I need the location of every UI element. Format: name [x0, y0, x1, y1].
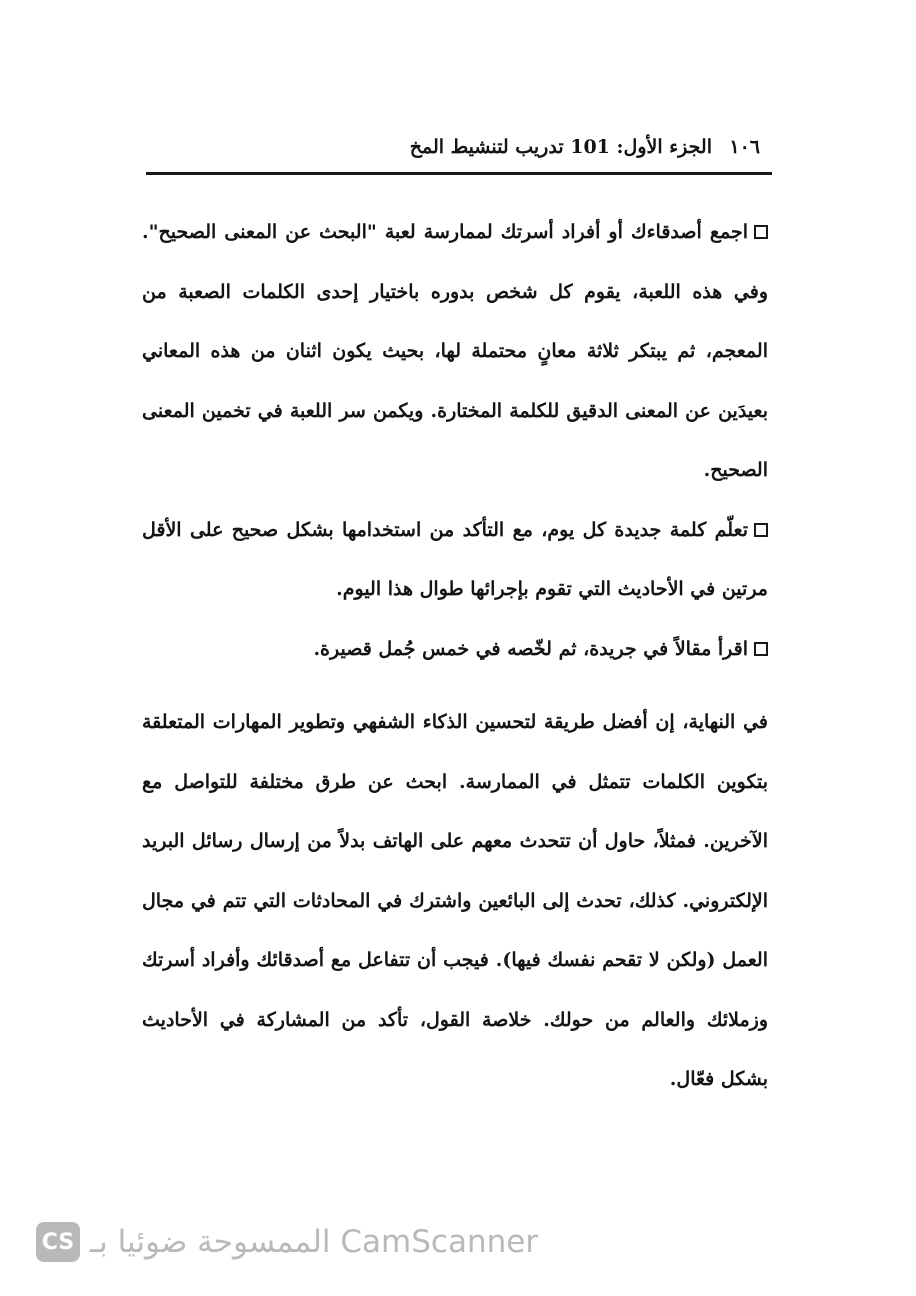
- bullet-text: اقرأ مقالاً في جريدة، ثم لخّصه في خمس جُمل قصيرة.: [313, 637, 748, 660]
- bullet-item: [142, 501, 768, 620]
- closing-paragraph: في النهاية، إن أفضل طريقة لتحسين الذكاء الشفهي وتطوير المهارات المتعلقة بتكوين الكلمات تتمثل في الممارسة. ابحث عن طرق مختلفة للتواصل مع الآخرين. فمثلاً، حاول أن تتحدث معهم على الهاتف بدلاً من إرسال رسائل البريد الإلكتروني. كذلك، تحدث إلى البائعين واشترك في المحادثات التي تتم في مجال العمل (ولكن لا تقحم نفسك فيها). فيجب أن تتفاعل مع أصدقائك وأفراد أسرتك وزملائك والعالم من حولك. خلاصة القول، تأكد من المشاركة في الأحاديث بشكل فعّال.: [142, 711, 768, 1090]
- bullet-item: [142, 620, 768, 680]
- camscanner-watermark: [36, 1218, 538, 1266]
- page-header: [146, 132, 772, 172]
- checkbox-bullet-icon: [754, 523, 768, 537]
- checkbox-bullet-icon: [754, 642, 768, 656]
- bullet-item: [142, 203, 768, 501]
- page-number: ١٠٦: [729, 136, 760, 158]
- watermark-text: الممسوحة ضوئيا بـ CamScanner: [90, 1224, 539, 1260]
- header-divider: [146, 172, 772, 175]
- camscanner-logo-icon: CS: [36, 1222, 80, 1262]
- bullet-text: تعلّم كلمة جديدة كل يوم، مع التأكد من استخدامها بشكل صحيح على الأقل مرتين في الأحاديث التي تقوم بإجرائها طوال هذا اليوم.: [142, 518, 768, 600]
- checkbox-bullet-icon: [754, 225, 768, 239]
- bullet-text: اجمع أصدقاءك أو أفراد أسرتك لممارسة لعبة "البحث عن المعنى الصحيح". وفي هذه اللعبة، يقوم كل شخص بدوره باختيار إحدى الكلمات الصعبة من المعجم، ثم يبتكر ثلاثة معانٍ محتملة لها، بحيث يكون اثنان من هذه المعاني بعيدَين عن المعنى الدقيق للكلمة المختارة. ويكمن سر اللعبة في تخمين المعنى الصحيح.: [142, 221, 768, 481]
- page-body: [142, 203, 768, 1110]
- running-title: الجزء الأول: 101 تدريب لتنشيط المخ: [409, 136, 712, 158]
